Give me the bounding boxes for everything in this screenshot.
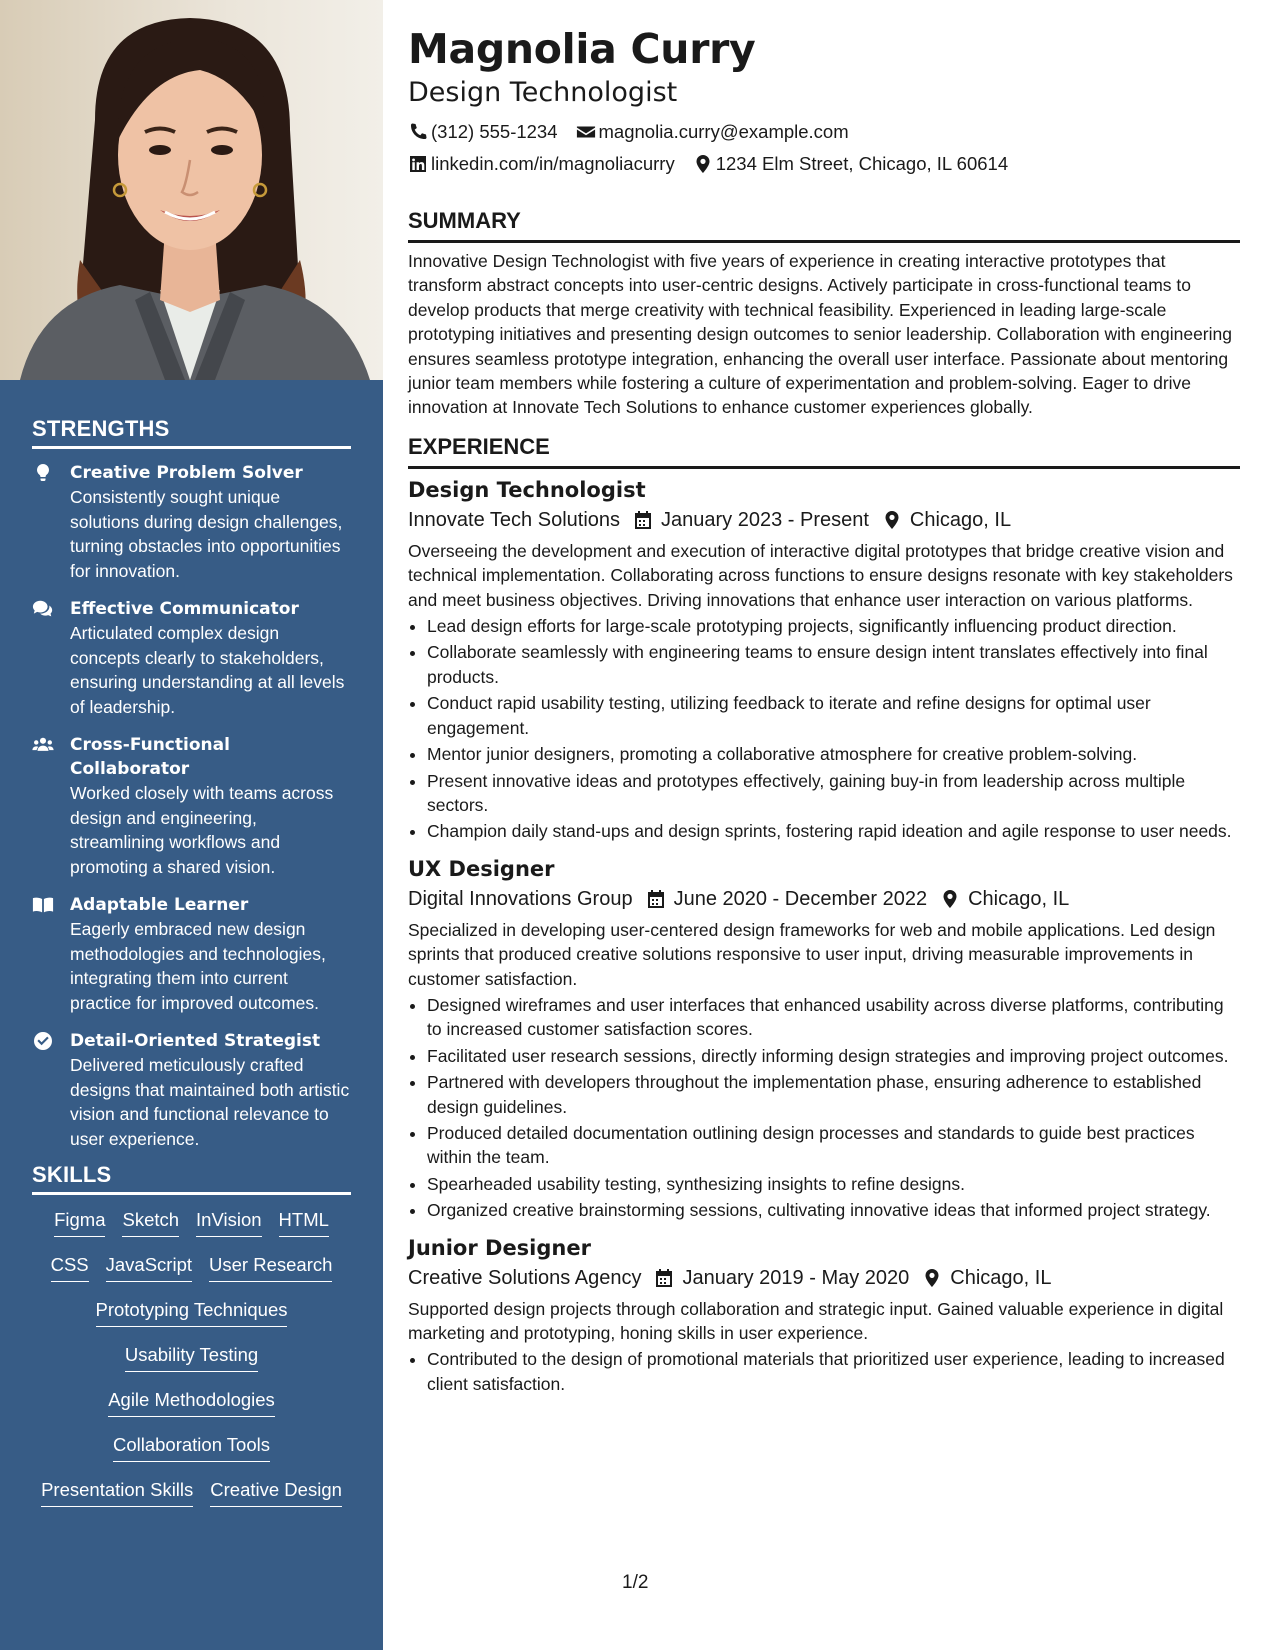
job-bullet: • Organized creative brainstorming sessions, cultivating innovative ideas that informed project strategy. (427, 1198, 1240, 1222)
skills-list (32, 1207, 351, 1522)
main-content (408, 22, 1240, 1398)
strength-item (32, 733, 351, 879)
job-bullet: • Contributed to the design of promotional materials that prioritized user experience, leading to increased client satisfaction. (427, 1347, 1240, 1396)
envelope-icon (576, 122, 596, 142)
job-company: Digital Innovations Group (408, 887, 633, 910)
map-pin-icon (883, 510, 901, 530)
sidebar (0, 0, 383, 1650)
job-description: Specialized in developing user-centered design frameworks for web and mobile applications. Led design sprints that produced creative solutions responsive to user input, driving measurable improvements in customer satisfaction. (408, 919, 1216, 989)
skills-row (32, 1297, 351, 1342)
skill-tag: Collaboration Tools (113, 1432, 270, 1462)
skills-row (32, 1252, 351, 1297)
job-title: UX Designer (408, 856, 555, 881)
strength-description: Eagerly embraced new design methodologies and technologies, integrating them into current practice for improved outcomes. (70, 919, 326, 1013)
summary-heading: SUMMARY (408, 208, 1240, 243)
experience-heading: EXPERIENCE (408, 434, 1240, 469)
strength-description: Articulated complex design concepts clearly to stakeholders, ensuring understanding at all levels of leadership. (70, 623, 345, 717)
calendar-icon (634, 510, 652, 530)
job-company: Innovate Tech Solutions (408, 508, 621, 531)
strength-item (32, 461, 351, 583)
summary-section (408, 208, 1240, 420)
contact-linkedin[interactable] (408, 148, 675, 180)
skill-tag: Creative Design (210, 1477, 342, 1507)
job-bullet: • Lead design efforts for large-scale prototyping projects, significantly influencing product direction. (427, 614, 1240, 638)
job-bullet: • Collaborate seamlessly with engineering teams to ensure design intent translates effectively into final products. (427, 640, 1240, 689)
skill-tag: User Research (209, 1252, 332, 1282)
phone-icon (408, 122, 428, 142)
users-icon (32, 733, 70, 879)
skills-heading: SKILLS (32, 1162, 351, 1195)
strength-description: Worked closely with teams across design and engineering, streamlining workflows and promoting a shared vision. (70, 783, 334, 877)
job-description: Supported design projects through collaboration and strategic input. Gained valuable experience in digital marketing and prototyping, honing skills in user experience. (408, 1298, 1224, 1343)
strength-title: Effective Communicator (70, 599, 299, 619)
contact-row (408, 116, 1240, 148)
skill-tag: InVision (196, 1207, 261, 1237)
job-location (941, 884, 1069, 914)
skills-row (32, 1342, 351, 1387)
email-text: magnolia.curry@example.com (598, 121, 849, 142)
skill-tag: Figma (54, 1207, 105, 1237)
contact-row (408, 148, 1240, 180)
skill-tag: Agile Methodologies (108, 1387, 275, 1417)
job-bullet: • Designed wireframes and user interfaces that enhanced usability across diverse platforms, contributing to increased customer satisfaction scores. (427, 993, 1240, 1042)
job-bullet: • Mentor junior designers, promoting a collaborative atmosphere for creative problem-solving. (427, 742, 1240, 766)
job-bullet: • Conduct rapid usability testing, utilizing feedback to iterate and refine designs for optimal user engagement. (427, 691, 1240, 740)
skills-row (32, 1387, 351, 1432)
comments-icon (32, 597, 70, 719)
job-company: Creative Solutions Agency (408, 1266, 642, 1289)
job-meta (408, 505, 1240, 535)
job-title: Design Technologist (408, 477, 646, 502)
calendar-icon (655, 1268, 673, 1288)
job-dates-text: January 2019 - May 2020 (682, 1266, 910, 1289)
job-location-text: Chicago, IL (950, 1266, 1052, 1289)
job-bullet: • Produced detailed documentation outlining design processes and standards to guide best practices within the team. (427, 1121, 1240, 1170)
job-location-text: Chicago, IL (968, 887, 1070, 910)
job-bullet: • Spearheaded usability testing, synthesizing insights to refine designs. (427, 1172, 1240, 1196)
job-bullet: • Partnered with developers throughout the implementation phase, ensuring adherence to established design guidelines. (427, 1070, 1240, 1119)
contact-email[interactable] (576, 116, 849, 148)
strength-title: Detail-Oriented Strategist (70, 1031, 321, 1051)
contact-phone[interactable] (408, 116, 558, 148)
job-meta (408, 1263, 1240, 1293)
profile-photo (0, 0, 383, 380)
job-location-text: Chicago, IL (909, 508, 1012, 531)
job-entry (408, 1233, 1240, 1397)
skill-tag: CSS (51, 1252, 89, 1282)
strength-description: Delivered meticulously crafted designs that maintained both artistic vision and functional relevance to user experience. (70, 1055, 350, 1149)
strength-item (32, 1029, 351, 1151)
summary-text: Innovative Design Technologist with five years of experience in creating interactive prototypes that transform abstract concepts into user-centric designs. Actively participate in cross-functional teams to develop products that merge creativity with technical feasibility. Experienced in leading large-scale prototyping initiatives and presenting design outcomes to senior leadership. Collaboration with engineering ensures seamless prototype integration, enhancing the overall user interface. Passionate about mentoring junior team members while fostering a culture of experimentation and problem-solving. Eager to drive innovation at Innovate Tech Solutions to enhance customer experiences globally. (408, 251, 1232, 418)
map-pin-icon (923, 1268, 941, 1288)
job-bullet: • Facilitated user research sessions, directly informing design strategies and improving project outcomes. (427, 1044, 1240, 1068)
job-entry (408, 854, 1240, 1223)
strength-item (32, 597, 351, 719)
experience-section (408, 434, 1240, 1396)
skill-tag: JavaScript (106, 1252, 192, 1282)
skill-tag: Presentation Skills (41, 1477, 193, 1507)
strengths-heading: STRENGTHS (32, 416, 351, 449)
strength-description: Consistently sought unique solutions during design challenges, turning obstacles into opportunities for innovation. (70, 487, 343, 581)
job-meta (408, 884, 1240, 914)
job-location (923, 1263, 1051, 1293)
candidate-name: Magnolia Curry (408, 25, 756, 73)
job-bullet: • Champion daily stand-ups and design sprints, fostering rapid ideation and agile response to user needs. (427, 819, 1240, 843)
strength-item (32, 893, 351, 1015)
job-title: Junior Designer (408, 1235, 591, 1260)
skills-row (32, 1207, 351, 1252)
job-bullets (408, 614, 1240, 844)
profile-photo-graphic (0, 0, 383, 380)
job-location (883, 505, 1011, 535)
page-number: 1/2 (622, 1572, 649, 1593)
skill-tag: Sketch (122, 1207, 179, 1237)
job-dates-text: January 2023 - Present (661, 508, 869, 531)
job-entry (408, 475, 1240, 844)
book-open-icon (32, 893, 70, 1015)
address-text: 1234 Elm Street, Chicago, IL 60614 (715, 153, 1009, 174)
skills-row (32, 1432, 351, 1477)
strengths-section (32, 416, 351, 1151)
phone-text: (312) 555-1234 (431, 121, 558, 142)
job-dates-text: June 2020 - December 2022 (673, 887, 928, 910)
skills-section (32, 1162, 351, 1522)
job-bullet: • Present innovative ideas and prototypes effectively, gaining buy-in from leadership across multiple sectors. (427, 769, 1240, 818)
skill-tag: HTML (279, 1207, 329, 1237)
job-dates (634, 505, 869, 535)
job-description: Overseeing the development and execution of interactive digital prototypes that bridge creative vision and technical implementation. Collaborating across functions to ensure designs resonate with key stakeholders and meet business objectives. Driving innovations that enhance user interaction on various platforms. (408, 540, 1233, 610)
strength-title: Adaptable Learner (70, 895, 249, 915)
strength-title: Cross-Functional Collaborator (70, 735, 230, 779)
calendar-icon (647, 889, 665, 909)
linkedin-icon (408, 154, 428, 174)
contact-address (693, 148, 1008, 180)
strength-title: Creative Problem Solver (70, 463, 303, 483)
linkedin-text: linkedin.com/in/magnoliacurry (431, 153, 675, 174)
skills-row (32, 1477, 351, 1522)
candidate-title: Design Technologist (408, 77, 678, 108)
job-dates (647, 884, 928, 914)
skill-tag: Prototyping Techniques (96, 1297, 288, 1327)
job-bullets (408, 1347, 1240, 1396)
map-pin-icon (693, 154, 713, 174)
job-dates (655, 1263, 909, 1293)
lightbulb-icon (32, 461, 70, 583)
check-circle-icon (32, 1029, 70, 1151)
map-pin-icon (941, 889, 959, 909)
job-bullets (408, 993, 1240, 1223)
skill-tag: Usability Testing (125, 1342, 258, 1372)
